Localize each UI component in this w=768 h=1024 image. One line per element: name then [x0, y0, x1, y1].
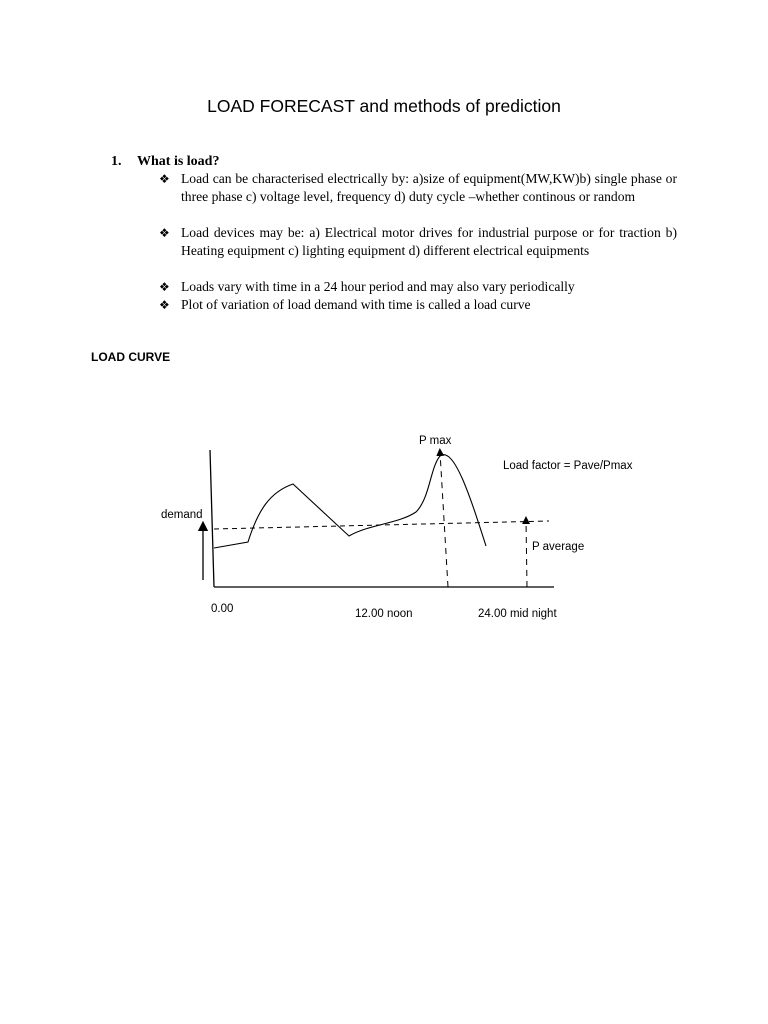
- x-label-noon: 12.00 noon: [355, 608, 413, 620]
- question-text: What is load?: [137, 154, 220, 169]
- bullet-text: Plot of variation of load demand with time is called a load curve: [181, 297, 531, 312]
- question-number: 1.: [111, 154, 122, 169]
- bullet-item-2: [159, 224, 677, 260]
- y-axis: [210, 450, 214, 587]
- diamond-bullet-icon: ❖: [159, 298, 170, 312]
- load-curve-line: [214, 455, 486, 548]
- load-factor-label: Load factor = Pave/Pmax: [503, 460, 633, 472]
- paverage-label: P average: [532, 541, 585, 553]
- diamond-bullet-icon: ❖: [159, 280, 170, 294]
- paverage-arrow: [526, 520, 527, 587]
- bullet-text: Loads vary with time in a 24 hour period and may also vary periodically: [181, 279, 575, 294]
- x-label-midnight: 24.00 mid night: [478, 608, 557, 620]
- diamond-bullet-icon: ❖: [159, 226, 170, 240]
- pmax-label: P max: [419, 435, 452, 447]
- diamond-bullet-icon: ❖: [159, 172, 170, 186]
- bullet-item-4: [159, 296, 677, 314]
- section-heading: LOAD CURVE: [91, 350, 171, 364]
- x-label-start: 0.00: [211, 603, 234, 615]
- demand-label: demand: [161, 509, 203, 521]
- average-line: [214, 521, 549, 529]
- bullet-item-1: [159, 170, 677, 206]
- page-title: LOAD FORECAST and methods of prediction: [207, 96, 561, 116]
- pmax-drop-line: [440, 452, 448, 587]
- bullet-text: Load can be characterised electrically by: a)size of equipment(MW,KW)b) single phase or three phase c) voltage level, frequency d) duty cycle –whether continous or random: [181, 171, 677, 204]
- question-heading: [111, 153, 219, 171]
- bullet-text: Load devices may be: a) Electrical motor drives for industrial purpose or for traction b) Heating equipment c) lighting equipment d) different electrical equipments: [181, 225, 677, 258]
- bullet-item-3: [159, 278, 677, 296]
